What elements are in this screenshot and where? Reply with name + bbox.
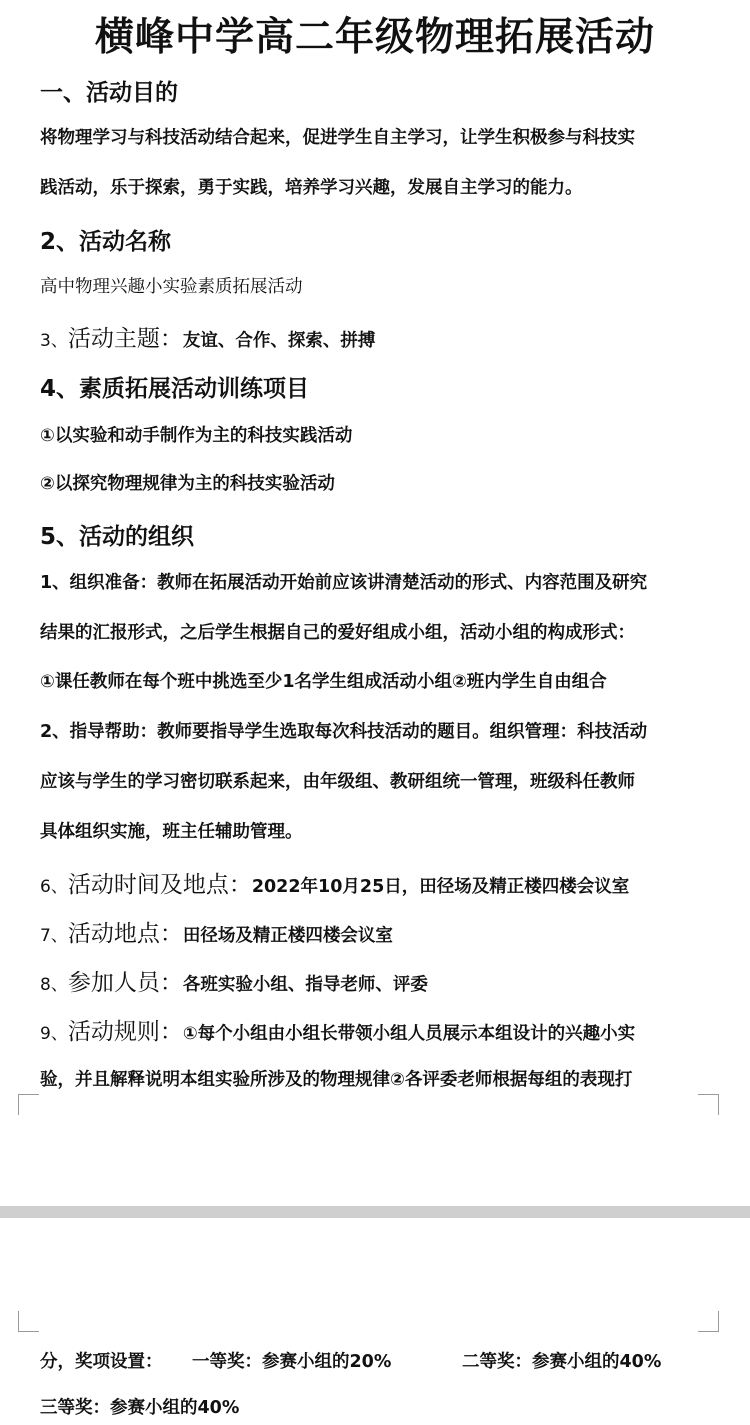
- section-9-number: 9、: [40, 1024, 68, 1044]
- page-1-bottom-left-margin-mark: [18, 1094, 39, 1115]
- section-8-number: 8、: [40, 975, 68, 995]
- section-1-line-2: 践活动，乐于探索，勇于实践，培养学习兴趣，发展自主学习的能力。: [40, 178, 583, 198]
- page-2-top-right-margin-mark: [698, 1311, 719, 1332]
- section-5-heading: 5、活动的组织: [40, 524, 195, 550]
- section-9-text: ①每个小组由小组长带领小组人员展示本组设计的兴趣小实: [182, 1024, 636, 1044]
- section-8-heading: 参加人员：: [67, 970, 183, 996]
- page-separator: [0, 1206, 750, 1218]
- section-6-line: [40, 866, 629, 899]
- section-5-para-1-line-2: 结果的汇报形式，之后学生根据自己的爱好组成小组，活动小组的构成形式：: [40, 623, 635, 643]
- section-7-number: 7、: [40, 926, 68, 946]
- section-8-text: 各班实验小组、指导老师、评委: [182, 975, 428, 995]
- page-1-bottom-right-margin-mark: [698, 1094, 719, 1115]
- section-6-number: 6、: [40, 877, 68, 897]
- section-5-para-2-line-1: 2、指导帮助：教师要指导学生选取每次科技活动的题目。组织管理：科技活动: [40, 722, 648, 742]
- document-title: 横峰中学高二年级物理拓展活动: [94, 15, 655, 60]
- section-1-line-1: 将物理学习与科技活动结合起来，促进学生自主学习，让学生积极参与科技实: [40, 128, 635, 148]
- section-2-heading: 2、活动名称: [40, 229, 172, 255]
- section-3-text: 友谊、合作、探索、拼搏: [182, 331, 376, 351]
- section-1-heading: 一、活动目的: [40, 80, 178, 106]
- section-5-para-1-line-1: 1、组织准备：教师在拓展活动开始前应该讲清楚活动的形式、内容范围及研究: [40, 573, 648, 593]
- section-3-line: [40, 320, 375, 353]
- section-7-text: 田径场及精正楼四楼会议室: [182, 926, 393, 946]
- section-9-line-2: 验，并且解释说明本组实验所涉及的物理规律②各评委老师根据每组的表现打: [40, 1070, 633, 1090]
- section-4-item-1: ①以实验和动手制作为主的科技实践活动: [40, 426, 353, 446]
- page-2-top-left-margin-mark: [18, 1311, 39, 1332]
- page-2-third-prize: 三等奖：参赛小组的40%: [40, 1398, 240, 1418]
- section-5-para-2-line-3: 具体组织实施，班主任辅助管理。: [40, 822, 303, 842]
- section-6-text: 2022年10月25日，田径场及精正楼四楼会议室: [251, 877, 630, 897]
- section-5-para-2-line-2: 应该与学生的学习密切联系起来，由年级组、教研组统一管理，班级科任教师: [40, 772, 635, 792]
- section-5-para-1-line-3: ①课任教师在每个班中挑选至少1名学生组成活动小组②班内学生自由组合: [40, 672, 607, 692]
- section-4-heading: 4、素质拓展活动训练项目: [40, 376, 310, 402]
- page-2-line-1-award-intro: 分，奖项设置：: [40, 1352, 163, 1372]
- section-9-line-1: [40, 1013, 635, 1046]
- section-8-line: [40, 964, 428, 997]
- section-4-item-2: ②以探究物理规律为主的科技实验活动: [40, 474, 335, 494]
- section-7-heading: 活动地点：: [67, 921, 183, 947]
- section-7-line: [40, 915, 393, 948]
- section-6-heading: 活动时间及地点：: [67, 872, 252, 898]
- page-2-first-prize: 一等奖：参赛小组的20%: [192, 1352, 392, 1372]
- section-2-text: 高中物理兴趣小实验素质拓展活动: [40, 277, 303, 297]
- page-2-second-prize: 二等奖：参赛小组的40%: [462, 1352, 662, 1372]
- section-3-number: 3、: [40, 331, 68, 351]
- section-9-heading: 活动规则：: [67, 1019, 183, 1045]
- section-3-heading: 活动主题：: [67, 326, 183, 352]
